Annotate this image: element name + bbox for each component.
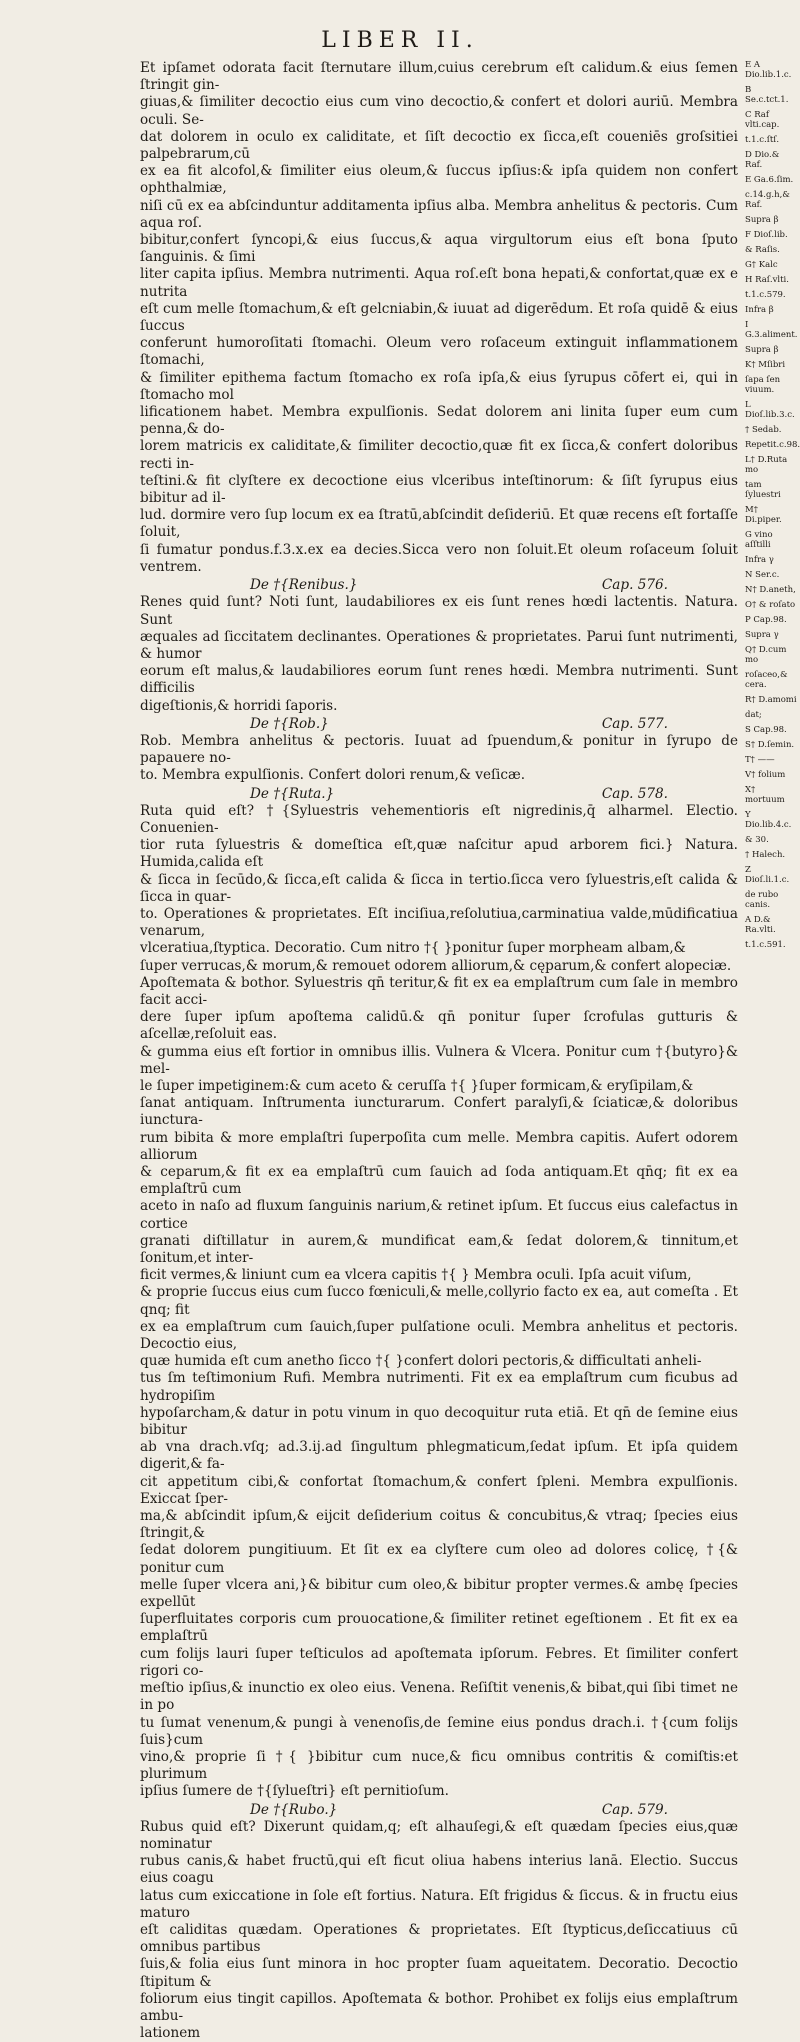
margin-note: roſaceo,& cera.: [745, 670, 788, 690]
chapter-number: Cap. 578.: [601, 785, 668, 802]
margin-note: t.1.c.ſtſ.: [745, 135, 780, 145]
margin-note: I G.3.aliment.: [745, 320, 798, 340]
chapter-heading: [140, 1802, 738, 1819]
margin-note: E Ga.6.ſim.: [745, 175, 794, 185]
text-line: bibitur,confert ſyncopi,& eius ſuccus,& aqua virgultorum eius eſt bona ſputo ſanguinis. & ſimi: [140, 232, 738, 266]
text-line: ipſius ſumere de †{ſylueſtri} eſt pernitioſum.: [140, 1783, 449, 1800]
margin-note: K† Mſibri: [745, 360, 786, 370]
text-line: ſuper verrucas,& morum,& remouet odorem alliorum,& cęparum,& confert alopeciæ.: [140, 957, 732, 974]
margin-note: Supra β: [745, 215, 779, 225]
text-line: latus cum exiccatione in ſole eſt fortius. Natura. Eſt frigidus & ſiccus. & in fructu eius maturo: [140, 1887, 738, 1921]
text-line: eſt cum melle ſtomachum,& eſt gelcniabin,& iuuat ad digerēdum. Et roſa quidē & eius ſuccus: [140, 300, 738, 335]
text-line: ex ea fit alcofol,& ſimiliter eius oleum,& ſuccus ipſius:& ipſa quidem non confert ophthalmiæ,: [140, 163, 738, 197]
margin-note: A D.& Ra.vlti.: [745, 915, 776, 935]
text-line: Ruta quid eſt? †{Syluestris vehementioris eſt nigredinis,q̄ alharmel. Electio. Conuenien-: [140, 802, 738, 836]
chapter-title: De †{Ruta.}: [250, 785, 335, 802]
text-line: to. Operationes & proprietates. Eſt inciſiua,reſolutiua,carminatiua valde,mūdificatiua venarum,: [140, 905, 738, 940]
text-line: digeſtionis,& horridi ſaporis.: [140, 697, 338, 714]
margin-note: M† Di.piper.: [745, 505, 782, 525]
margin-note: L† D.Ruta mo: [745, 455, 788, 475]
text-line: Apoſtemata & bothor. Syluestris qn̄ teritur,& fit ex ea emplaſtrum cum ſale in membro facit acci-: [140, 974, 738, 1008]
chapter-heading: [140, 786, 738, 803]
chapter-title: De †{Renibus.}: [250, 577, 358, 594]
margin-note: S† D.ſemin.: [745, 740, 795, 750]
margin-note: Infra γ: [745, 555, 774, 565]
text-line: teſtini.& fit clyſtere ex decoctione eius vlceribus inteſtinorum: & ſiſt ſyrupus eius bibitur ad il-: [140, 472, 738, 507]
text-line: æquales ad ſiccitatem declinantes. Operationes & proprietates. Parui ſunt nutrimenti, & humor: [140, 628, 738, 662]
margin-note: t.1.c.579.: [745, 290, 786, 300]
text-line: vlceratiua,ſtyptica. Decoratio. Cum nitro †{ }ponitur ſuper morpheam albam,&: [140, 940, 686, 957]
chapter-heading: [140, 577, 738, 594]
text-line: le ſuper impetiginem:& cum aceto & ceruſſa †{ }ſuper formicam,& eryſipilam,&: [140, 1077, 694, 1094]
text-line: cum folijs lauri ſuper teſticulos ad apoſtemata ipſorum. Febres. Et ſimiliter confert rigori co-: [140, 1645, 738, 1679]
text-line: dere ſuper ipſum apoſtema calidū.& qn̄ ponitur ſuper ſcrofulas gutturis & aſcellæ,reſoluit eas.: [140, 1009, 738, 1043]
text-line: liter capita ipſius. Membra nutrimenti. Aqua roſ.eſt bona hepati,& confortat,quæ ex e nutrita: [140, 266, 738, 300]
text-line: conferunt humoroſitati ſtomachi. Oleum vero roſaceum extinguit inflammationem ſtomachi,: [140, 335, 738, 369]
margin-note: Supra γ: [745, 630, 779, 640]
text-line: rum bibita & more emplaſtri ſuperpoſita cum melle. Membra capitis. Aufert odorem alliorum: [140, 1129, 738, 1163]
chapter-number: Cap. 579.: [601, 1801, 668, 1818]
text-line: & proprie ſuccus eius cum ſucco fœniculi,& melle,collyrio facto ex ea, aut comeſta . Et qnq; fit: [140, 1284, 738, 1318]
margin-note: & 30.: [745, 835, 769, 845]
text-line: giuas,& ſimiliter decoctio eius cum vino decoctio,& confert et dolori auriū. Membra oculi. Se-: [140, 94, 738, 128]
text-line: ſanat antiquam. Inſtrumenta iuncturarum. Confert paralyſi,& ſciaticæ,& doloribus iunctura-: [140, 1095, 738, 1129]
text-line: & ſimiliter epithema factum ſtomacho ex roſa ipſa,& eius ſyrupus cōfert ei, qui in ſtomacho mol: [140, 369, 738, 403]
margin-note: N Ser.c.: [745, 570, 780, 580]
text-line: lationem: [140, 2025, 201, 2042]
margin-note: F Dioſ.lib.: [745, 230, 788, 240]
text-line: Rubus quid eſt? Dixerunt quidam,q; eſt alhauſegi,& eſt quædam ſpecies eius,quæ nominatur: [140, 1818, 738, 1852]
margin-note: C Raf vlti.cap.: [745, 110, 780, 130]
text-line: quæ humida eſt cum anetho ſicco †{ }confert dolori pectoris,& difficultati anheli-: [140, 1353, 702, 1370]
text-line: Rob. Membra anhelitus & pectoris. Iuuat ad ſpuendum,& ponitur in ſyrupo de papauere no-: [140, 732, 738, 767]
margin-note: V† folium: [745, 770, 786, 780]
margin-note: L Dioſ.lib.3.c.: [745, 400, 795, 420]
margin-note: E A Dio.lib.1.c.: [745, 60, 792, 80]
text-line: Et ipſamet odorata facit ſternutare illum,cuius cerebrum eſt calidum.& eius ſemen ſtringit gin-: [140, 60, 738, 94]
margin-note: R† D.amomi: [745, 695, 797, 705]
intro-paragraph: [140, 60, 738, 576]
text-line: ficit vermes,& liniunt cum ea vlcera capitis †{ } Membra oculi. Ipſa acuit viſum,: [140, 1267, 692, 1284]
margin-note: † Sedab.: [745, 425, 782, 435]
main-text: [140, 60, 738, 2042]
text-line: aceto in naſo ad fluxum ſanguinis narium,& retinet ipſum. Et ſuccus eius calefactus in cortice: [140, 1198, 738, 1232]
text-line: rubus canis,& habet fructū,qui eſt ficut oliua habens interius lanā. Electio. Succus eius coagu: [140, 1853, 738, 1887]
text-line: hypoſarcham,& datur in potu vinum in quo decoquitur ruta etiā. Et qn̄ de ſemine eius bibitur: [140, 1404, 738, 1439]
text-line: melle ſuper vlcera ani,}& bibitur cum oleo,& bibitur propter vermes.& ambę ſpecies expellūt: [140, 1576, 738, 1611]
text-line: ex ea emplaſtrum cum ſauich,ſuper pulſatione oculi. Membra anhelitus et pectoris. Decoctio eius,: [140, 1318, 738, 1353]
text-line: eſt caliditas quædam. Operationes & proprietates. Eſt ſtypticus,deſiccatiuus cū omnibus partibus: [140, 1921, 738, 1956]
chapter-title: De †{Rob.}: [250, 715, 329, 732]
margin-note: † Halech.: [745, 850, 786, 860]
text-line: meſtio ipſius,& inunctio ex oleo eius. Venena. Reſiſtit venenis,& bibat,qui ſibi timet ne in po: [140, 1680, 738, 1714]
text-line: tus ſm teſtimonium Rufi. Membra nutrimenti. Fit ex ea emplaſtrum cum ficubus ad hydropiſim: [140, 1370, 738, 1404]
margin-note: ſapa ſen viuum.: [745, 375, 781, 395]
text-line: ſedat dolorem pungitiuum. Et ſit ex ea clyſtere cum oleo ad dolores colicę, †{& ponitur cum: [140, 1542, 738, 1576]
entries-container: [140, 577, 738, 2042]
margin-note: B Se.c.tct.1.: [745, 85, 789, 105]
text-line: eorum eſt malus,& laudabiliores eorum ſunt renes hœdi. Membra nutrimenti. Sunt difficilis: [140, 663, 738, 697]
text-line: & ceparum,& fit ex ea emplaſtrū cum ſauich ad ſoda antiquam.Et qn̄q; fit ex ea emplaſtrū cum: [140, 1164, 738, 1198]
chapter-heading: [140, 716, 738, 733]
margin-note: & Raſis.: [745, 245, 780, 255]
margin-notes: [745, 60, 800, 955]
text-line: ab vna drach.vſq; ad.3.ij.ad ſingultum phlegmaticum,ſedat ipſum. Et ipſa quidem digerit,& fa-: [140, 1439, 738, 1473]
text-line: & ſicca in ſecūdo,& ſicca,eſt calida & ſicca in tertio.ſicca vero ſyluestris,eſt calida & ſicca in quar-: [140, 871, 738, 905]
text-line: vino,& proprie ſi †{ }bibitur cum nuce,& ficu omnibus contritis & comiſtis:et plurimum: [140, 1748, 738, 1783]
margin-note: Y Dio.lib.4.c.: [745, 810, 792, 830]
text-line: ſuperfluitates corporis cum prouocatione,& ſimiliter retinet egeſtionem . Et fit ex ea emplaſtrū: [140, 1611, 738, 1645]
text-line: cit appetitum cibi,& confortat ſtomachum,& confert ſpleni. Membra expulſionis. Exiccat ſper-: [140, 1473, 738, 1507]
margin-note: O† & roſato: [745, 600, 796, 610]
margin-note: t.1.c.591.: [745, 940, 786, 950]
margin-note: c.14.g.h,& Raf.: [745, 190, 790, 210]
text-line: ſuis,& folia eius ſunt minora in hoc propter ſuam aqueitatem. Decoratio. Decoctio ſtipitum &: [140, 1956, 738, 1990]
margin-note: Infra β: [745, 305, 774, 315]
margin-note: Repetit.c.98.: [745, 440, 800, 450]
text-line: ma,& abſcindit ipſum,& eijcit deſiderium coitus & concubitus,& vtraq; ſpecies eius ſtringit,&: [140, 1508, 738, 1542]
margin-note: S Cap.98.: [745, 725, 787, 735]
page-header: LIBER II.: [321, 28, 479, 53]
margin-note: Q† D.cum mo: [745, 645, 787, 665]
margin-note: X† mortuum: [745, 785, 785, 805]
text-line: lorem matricis ex caliditate,& ſimiliter decoctio,quæ fit ex ſicca,& confert doloribus recti in-: [140, 438, 738, 472]
margin-note: de rubo canis.: [745, 890, 779, 910]
margin-note: D Dio.& Raf.: [745, 150, 780, 170]
margin-note: tam ſyluestri: [745, 480, 781, 500]
text-line: dat dolorem in oculo ex caliditate, et ſiſt decoctio ex ſicca,eſt coueniēs groſsitiei palpebrarum,cū: [140, 128, 738, 163]
text-line: to. Membra expulſionis. Confert dolori renum,& veſicæ.: [140, 767, 526, 784]
text-line: lud. dormire vero ſup locum ex ea ſtratū,abſcindit deſideriū. Et quæ recens eſt fortaſſe ſoluit,: [140, 507, 738, 541]
chapter-title: De †{Rubo.}: [250, 1801, 338, 1818]
text-line: & gumma eius eſt fortior in omnibus illis. Vulnera & Vlcera. Ponitur cum †{butyro}& mel-: [140, 1043, 738, 1077]
text-line: tior ruta ſyluestris & domeſtica eſt,quæ naſcitur apud arborem fici.} Natura. Humida,calida eſt: [140, 837, 738, 871]
text-line: foliorum eius tingit capillos. Apoſtemata & bothor. Prohibet ex folijs eius emplaſtrum ambu-: [140, 1990, 738, 2024]
text-line: lificationem habet. Membra expulſionis. Sedat dolorem ani linita ſuper eum cum penna,& do-: [140, 404, 738, 438]
margin-note: H Raſ.vlti.: [745, 275, 789, 285]
text-line: granati diſtillatur in aurem,& mundificat eam,& ſedat dolorem,& tinnitum,et ſonitum,et inter-: [140, 1232, 738, 1267]
margin-note: P Cap.98.: [745, 615, 787, 625]
text-line: ſi fumatur pondus.f.3.x.ex ea decies.Sicca vero non ſoluit.Et oleum roſaceum ſoluit ventrem.: [140, 541, 738, 575]
margin-note: Z Dioſ.li.1.c.: [745, 865, 790, 885]
margin-note: dat;: [745, 710, 762, 720]
margin-note: N† D.aneth,: [745, 585, 796, 595]
text-line: niſi cū ex ea abſcinduntur additamenta ipſius alba. Membra anhelitus & pectoris. Cum aqua roſ.: [140, 197, 738, 231]
chapter-number: Cap. 576.: [601, 577, 668, 594]
text-line: Renes quid ſunt? Noti ſunt, laudabiliores ex eis ſunt renes hœdi lactentis. Natura. Sunt: [140, 594, 738, 628]
margin-note: T† ——: [745, 755, 775, 765]
margin-note: Supra β: [745, 345, 779, 355]
text-line: tu ſumat venenum,& pungi à venenoſis,de ſemine eius pondus drach.i. †{cum folijs ſuis}cum: [140, 1714, 738, 1748]
chapter-number: Cap. 577.: [601, 715, 668, 732]
margin-note: G vino aſſtilli: [745, 530, 773, 550]
margin-note: G† Kalc: [745, 260, 778, 270]
